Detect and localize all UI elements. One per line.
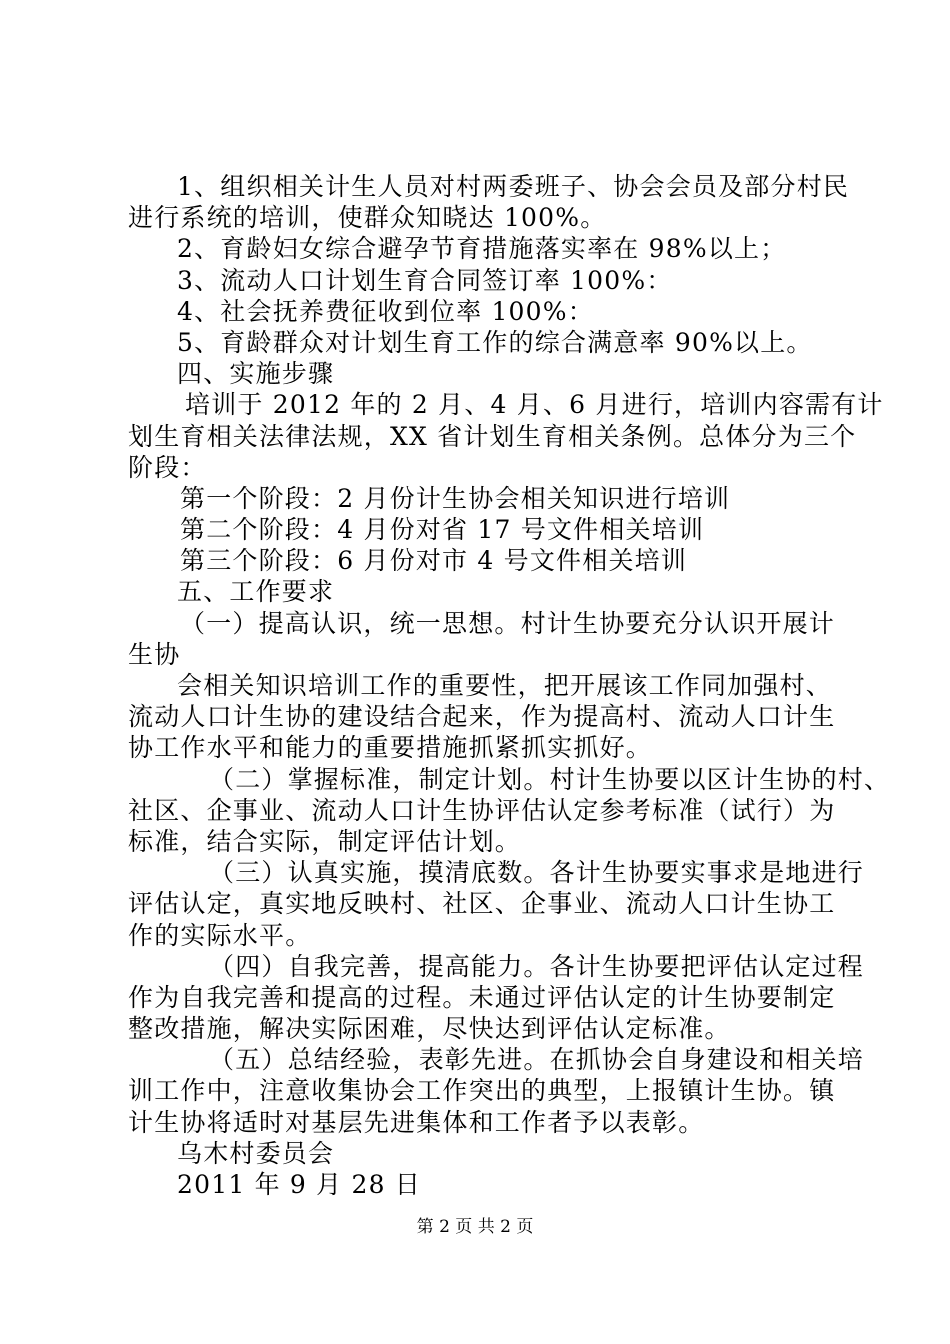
page-footer: 第 2 页 共 2 页: [416, 1217, 534, 1237]
text-line: 乌木村委员会: [177, 1138, 335, 1168]
text-line: 第二个阶段：4 月份对省 17 号文件相关培训: [180, 515, 705, 545]
text-line: 划生育相关法律法规，XX 省计划生育相关条例。总体分为三个: [128, 421, 857, 451]
text-line: （四）自我完善，提高能力。各计生协要把评估认定过程: [209, 951, 865, 981]
text-line: 作为自我完善和提高的过程。未通过评估认定的计生协要制定: [128, 982, 836, 1012]
text-line: （一）提高认识，统一思想。村计生协要充分认识开展计: [180, 608, 836, 638]
text-line: 计生协将适时对基层先进集体和工作者予以表彰。: [128, 1107, 705, 1137]
text-line: （三）认真实施，摸清底数。各计生协要实事求是地进行: [209, 858, 865, 888]
text-line: 培训于 2012 年的 2 月、4 月、6 月进行，培训内容需有计: [185, 390, 884, 420]
text-line: 标准，结合实际，制定评估计划。: [128, 826, 522, 856]
text-line: 第一个阶段：2 月份计生协会相关知识进行培训: [180, 483, 731, 513]
text-line: 4、社会抚养费征收到位率 100%：: [177, 296, 594, 326]
text-line: 阶段：: [128, 452, 207, 482]
text-line: 流动人口计生协的建设结合起来，作为提高村、流动人口计生: [128, 702, 836, 732]
text-line: 社区、企事业、流动人口计生协评估认定参考标准（试行）为: [128, 795, 836, 825]
text-line: 评估认定，真实地反映村、社区、企事业、流动人口计生协工: [128, 889, 836, 919]
text-line: 进行系统的培训，使群众知晓达 100%。: [128, 203, 607, 233]
text-line: 协工作水平和能力的重要措施抓紧抓实抓好。: [128, 733, 653, 763]
text-line: 5、育龄群众对计划生育工作的综合满意率 90%以上。: [177, 327, 813, 357]
text-line: 训工作中，注意收集协会工作突出的典型，上报镇计生协。镇: [128, 1076, 836, 1106]
document-body: [128, 171, 891, 1200]
text-line: 整改措施，解决实际困难，尽快达到评估认定标准。: [128, 1014, 731, 1044]
text-line: （五）总结经验，表彰先进。在抓协会自身建设和相关培: [209, 1045, 865, 1075]
text-line: 作的实际水平。: [128, 920, 312, 950]
text-line: 2011 年 9 月 28 日: [177, 1170, 422, 1199]
text-line: 生协: [128, 639, 181, 669]
text-line: （二）掌握标准，制定计划。村计生协要以区计生协的村、: [209, 764, 891, 794]
text-line: 五、工作要求: [177, 577, 335, 607]
text-line: 会相关知识培训工作的重要性，把开展该工作同加强村、: [177, 671, 833, 700]
text-line: 四、实施步骤: [177, 359, 335, 389]
text-line: 2、育龄妇女综合避孕节育措施落实率在 98%以上；: [177, 234, 787, 264]
text-line: 1、组织相关计生人员对村两委班子、协会会员及部分村民: [177, 172, 850, 201]
text-line: 3、流动人口计划生育合同签订率 100%：: [177, 265, 673, 295]
text-line: 第三个阶段：6 月份对市 4 号文件相关培训: [180, 546, 688, 576]
